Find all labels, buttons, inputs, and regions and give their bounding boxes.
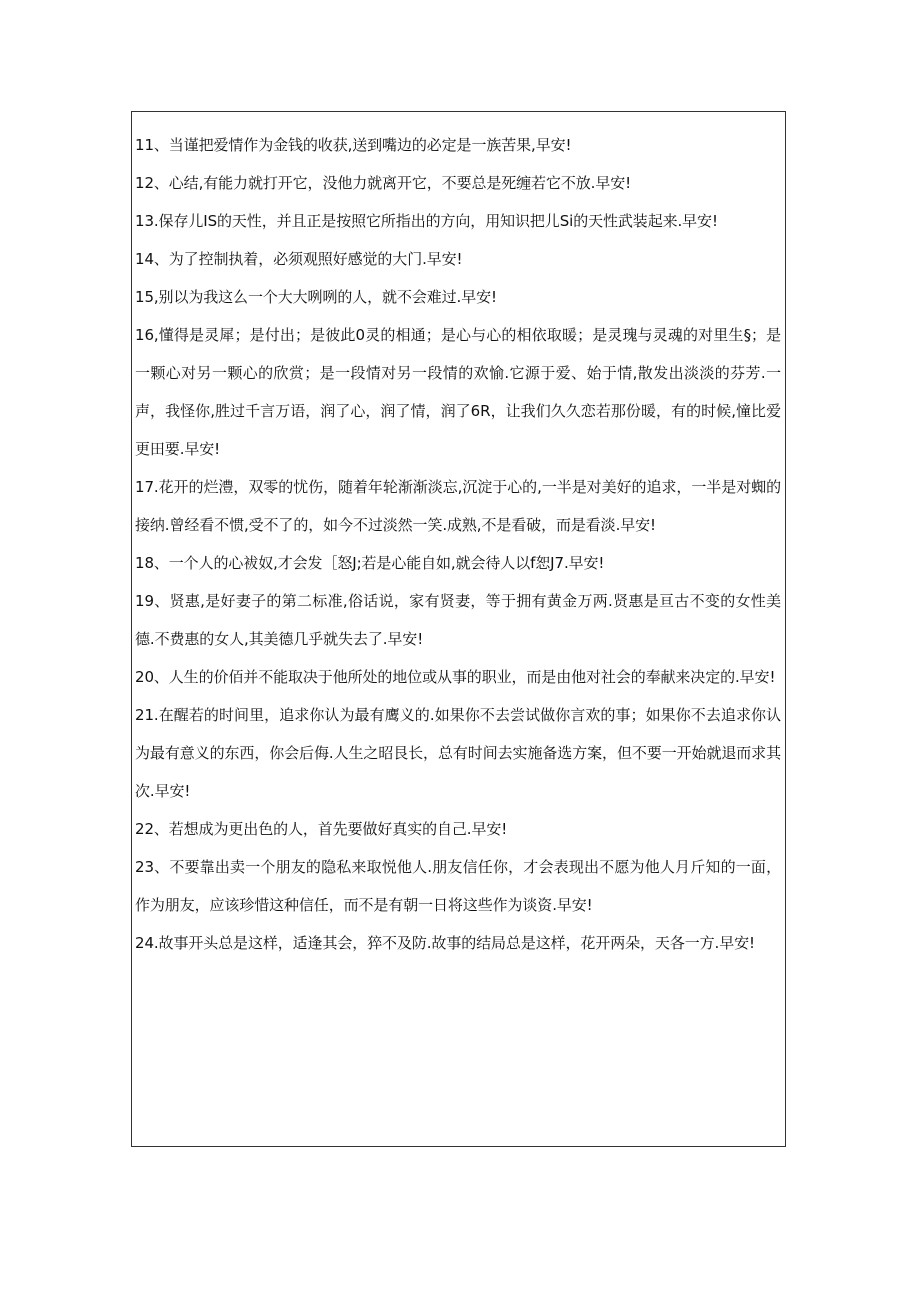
paragraph-24: 24.故事开头总是这样，适逢其会，猝不及防.故事的结局总是这样，花开两朵，天各一方.早安! xyxy=(135,934,755,952)
paragraph-12: 12、心结,有能力就打开它，没他力就离开它，不要总是死缠若它不放.早安! xyxy=(135,174,632,192)
paragraph-16: 16,懂得是灵犀；是付出；是彼此0灵的相通；是心与心的相依取暖；是灵瑰与灵魂的对里生§；是一颗心对另一颗心的欣赏；是一段情对另一段情的欢愉.它源于爱、始于情,散发出淡淡的芬芳.一声，我怪你,胜过千言万语，润了心，润了情，润了6R，让我们久久恋若那份暖，有的时候,憧比爱更田要.早安! xyxy=(135,326,781,458)
paragraph-19: 19、贤惠,是好妻子的第二标准,俗话说，家有贤妻，等于拥有黄金万两.贤惠是亘古不变的女性美德.不费惠的女人,其美德几乎就失去了.早安! xyxy=(135,592,781,648)
document-body xyxy=(135,112,781,962)
paragraph-22: 22、若想成为更出色的人，首先要做好真实的自己.早安! xyxy=(135,820,508,838)
document-page xyxy=(131,111,786,1147)
paragraph-18: 18、一个人的心袚奴,才会发［怒J;若是心能自如,就会待人以f恕J7.早安! xyxy=(135,554,605,572)
paragraph-23: 23、不要靠出卖一个朋友的隐私来取悦他人.朋友信任你，才会表现出不愿为他人月斤知的一面，作为朋友，应该珍惜这种信任，而不是有朝一日将这些作为谈资.早安! xyxy=(135,858,781,914)
paragraph-11: 11、当谨把爱情作为金钱的收获,送到嘴边的必定是一族苦果,早安! xyxy=(135,136,572,154)
paragraph-13: 13.保存儿IS的天性，并且正是按照它所指出的方向，用知识把儿Si的天性武装起来.早安! xyxy=(135,212,718,230)
paragraph-20: 20、人生的价佰并不能取决于他所处的地位或从事的职业，而是由他对社会的奉献来决定的.早安! xyxy=(135,668,776,686)
paragraph-15: 15,别以为我这么一个大大咧咧的人，就不会难过.早安! xyxy=(135,288,497,306)
paragraph-14: 14、为了控制执着，必须观照好感觉的大门.早安! xyxy=(135,250,463,268)
paragraph-21: 21.在醒若的时间里，追求你认为最有鹰义的.如果你不去尝试做你言欢的事；如果你不去追求你认为最有意义的东西，你会后侮.人生之昭艮长，总有时间去实施备选方案，但不要一开始就退而求其次.早安! xyxy=(135,706,781,800)
paragraph-17: 17.花开的烂澧，双零的忧伤，随着年轮渐渐淡忘,沉淀于心的,一半是对美好的追求，一半是对蜘的接纳.曾经看不惯,受不了的，如今不过淡然一笑.成熟,不是看破，而是看淡.早安! xyxy=(135,478,781,534)
